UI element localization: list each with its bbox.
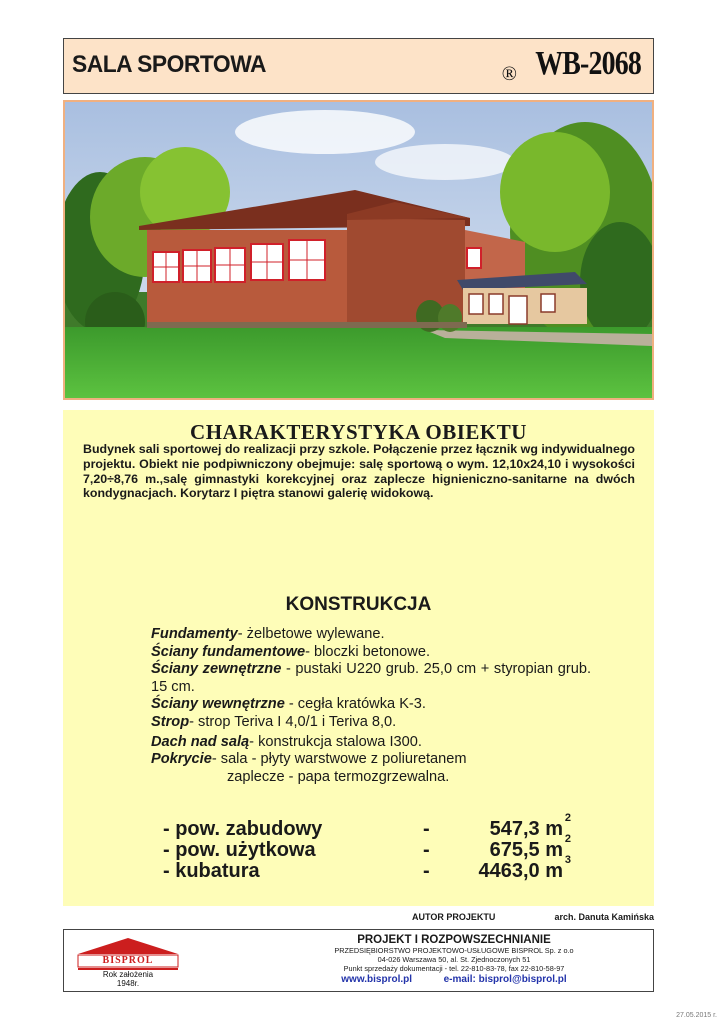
construction-item-label: Strop [151, 713, 190, 730]
construction-item-value: - sala - płyty warstwowe z poliuretanem [211, 751, 467, 768]
construction-heading: KONSTRUKCJA [285, 594, 432, 615]
project-code: WB-2068 [535, 45, 641, 82]
company-name: PRZEDSIĘBIORSTWO PROJEKTOWO-USŁUGOWE BISPROL Sp. z o.o [334, 946, 574, 955]
area-stats [163, 812, 583, 882]
stat-unit-exponent: 2 [564, 812, 571, 824]
construction-item-value: - żelbetowe wylewane. [237, 626, 385, 642]
construction-item-value: - strop Teriva I 4,0/1 i Teriva 8,0. [189, 713, 397, 730]
stat-unit-exponent: 2 [564, 833, 571, 845]
website-link[interactable]: www.bisprol.pl [341, 974, 413, 985]
construction-item [151, 626, 591, 644]
construction-item [151, 696, 591, 714]
construction-item-label: Fundamenty [151, 626, 238, 642]
founded-year: 1948r. [116, 979, 140, 988]
construction-list [151, 626, 591, 786]
title-bar [63, 38, 654, 94]
description-panel [63, 410, 654, 906]
footer-links [264, 974, 644, 985]
construction-item [151, 644, 591, 662]
construction-item-label: Ściany wewnętrzne [151, 696, 285, 713]
stat-row [163, 833, 583, 861]
construction-item-label: Pokrycie [151, 751, 212, 768]
company-contact: Punkt sprzedaży dokumentacji - tel. 22-810-83-78, fax 22-810-58-97 [343, 964, 565, 973]
stat-row [163, 854, 583, 882]
publisher-footer [63, 929, 654, 992]
company-address: 04-026 Warszawa 50, al. St. Zjednoczonych 51 [377, 955, 531, 964]
stat-value: 547,3 m [489, 818, 563, 840]
construction-item [151, 661, 591, 696]
building-rendering [63, 100, 654, 400]
construction-item-value: - bloczki betonowe. [305, 643, 431, 660]
construction-item [151, 714, 591, 732]
project-title: SALA SPORTOWA [72, 51, 266, 78]
founded-line: Rok założenia [102, 970, 154, 979]
stat-value: 675,5 m [489, 839, 563, 861]
construction-item-value: - konstrukcja stalowa I300. [249, 733, 422, 750]
publisher-info [264, 934, 644, 985]
construction-item-label: Ściany fundamentowe [151, 643, 306, 660]
construction-item-value: - pustaki U220 grub. 25,0 cm + styropian grub. 15 cm. [151, 661, 591, 695]
author-name: arch. Danuta Kamińska [554, 912, 654, 922]
stat-dash: - [423, 860, 430, 882]
construction-item-value: - cegła kratówka K-3. [284, 696, 426, 713]
author-label: AUTOR PROJEKTU [412, 912, 496, 922]
construction-continuation: zaplecze - papa termozgrzewalna. [227, 768, 450, 785]
stat-value: 4463,0 m [478, 860, 563, 882]
stat-dash: - [423, 818, 430, 840]
stat-label: - pow. zabudowy [163, 818, 323, 840]
stat-row [163, 812, 583, 840]
stat-label: - kubatura [163, 860, 260, 882]
email-link[interactable]: e-mail: bisprol@bisprol.pl [443, 974, 567, 985]
construction-item [151, 751, 591, 769]
logo-text: BISPROL [102, 955, 154, 966]
founded-note [72, 970, 184, 988]
construction-item-label: Dach nad salą [151, 733, 250, 750]
stat-dash: - [423, 839, 430, 861]
characteristics-heading: CHARAKTERYSTYKA OBIEKTU [190, 420, 527, 444]
stat-label: - pow. użytkowa [163, 839, 316, 861]
stat-unit-exponent: 3 [564, 854, 571, 866]
characteristics-text: Budynek sali sportowej do realizacji przy szkole. Połączenie przez łącznik wg indywidualnego projektu. Obiekt nie podpiwniczony obejmuje: salę sportową o wym. 12,10x24,10 i wysokości 7,20÷8,76 m.,salę gimnastyki korekcyjnej oraz zaplecze hignieniczno-sanitarne na dwóch kondygnacjach. Korytarz I piętra stanowi galerię widokową. [83, 442, 635, 501]
construction-item [151, 734, 591, 752]
document-date: 27.05.2015 r. [676, 1012, 717, 1019]
publisher-heading: PROJEKT I ROZPOWSZECHNIANIE [357, 934, 551, 946]
registered-mark: ® [501, 63, 517, 85]
construction-item-label: Ściany zewnętrzne [151, 661, 282, 678]
